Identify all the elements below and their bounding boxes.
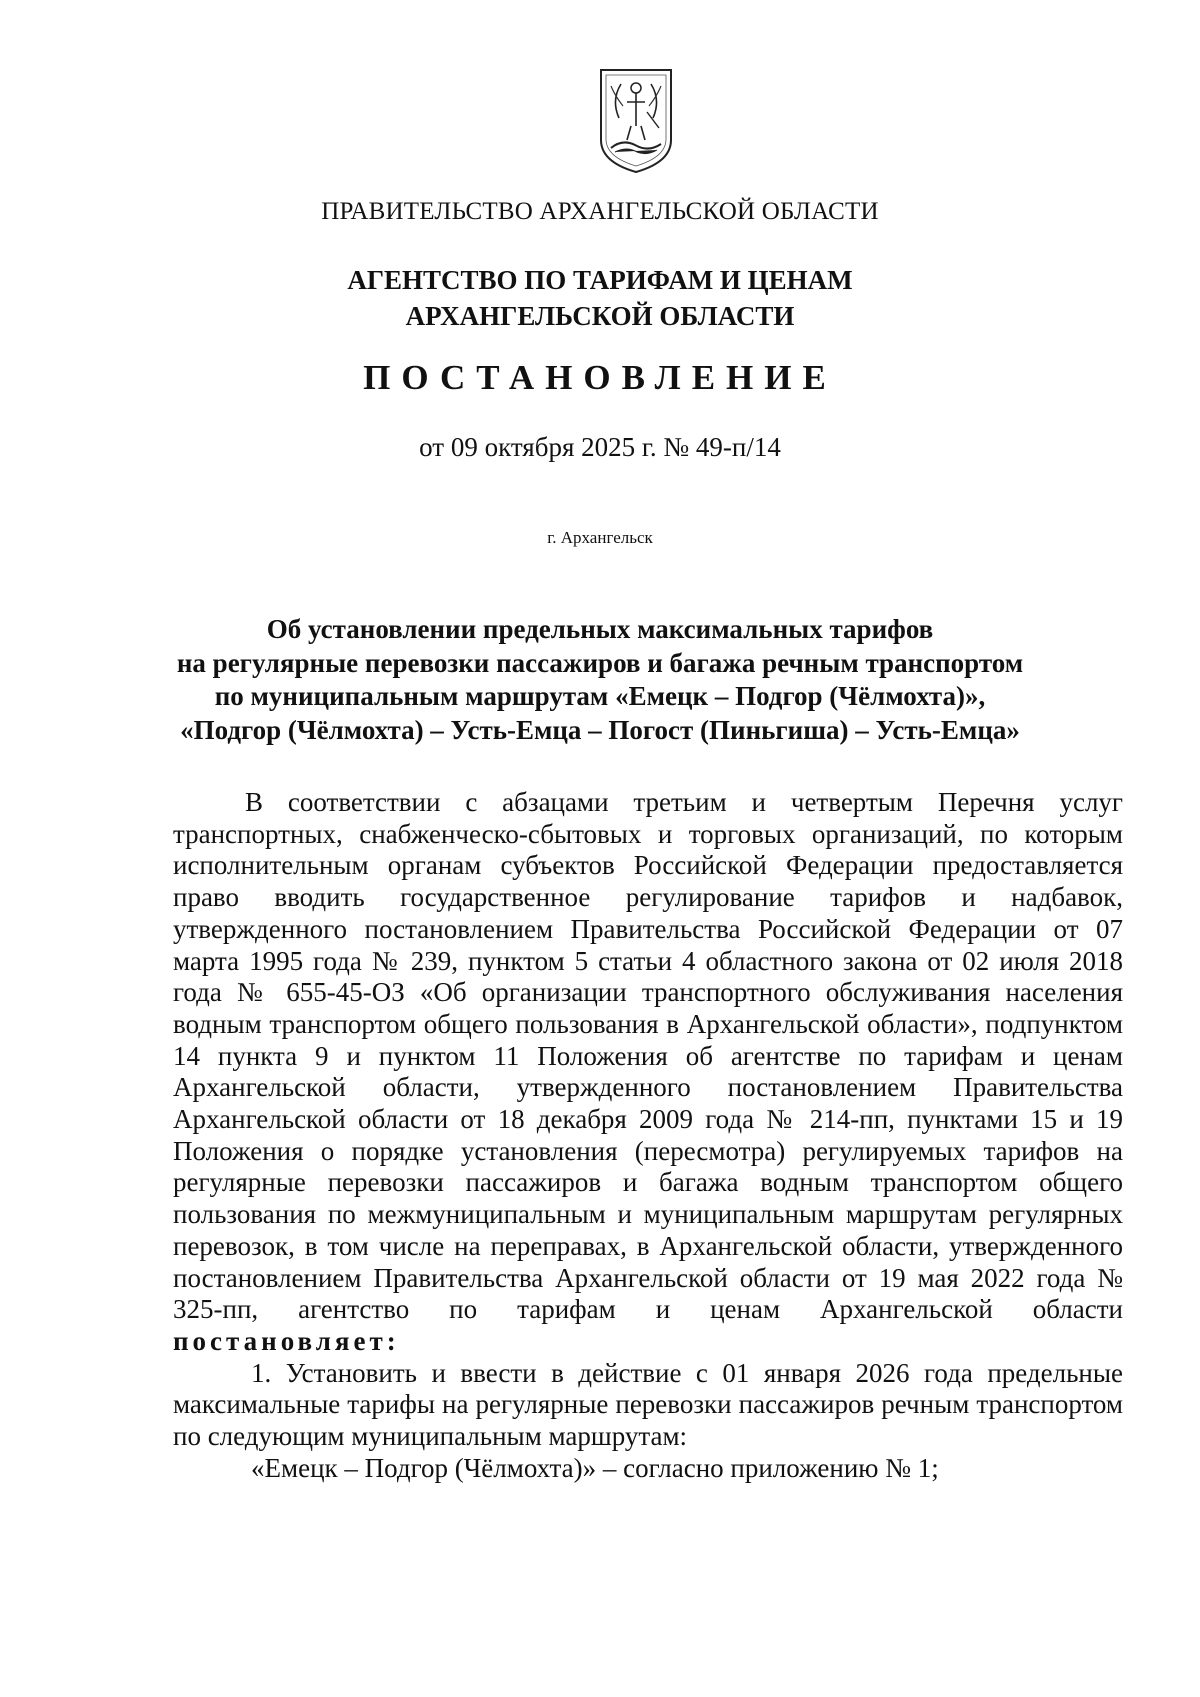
document-body (173, 787, 1123, 1484)
preamble-paragraph (173, 787, 1123, 1358)
title-line1: Об установлении предельных максимальных тарифов (266, 614, 934, 644)
title-line3: по муниципальным маршрутам «Емецк – Подгор (Чёлмохта)», (214, 681, 986, 711)
preamble-text: В соответствии с абзацами третьим и четвертым Перечня услуг транспортных, снабженческо-сбытовых и торговых организаций, по которым исполнительным органам субъектов Российской Федерации предоставляется право вводить государственное регулирование тарифов и надбавок, утвержденного постановлением Правительства Российской Федерации от 07 марта 1995 года № 239, пунктом 5 статьи 4 областного закона от 02 июля 2018 года № 655-45-ОЗ «Об организации транспортного обслуживания населения водным транспортом общего пользования в Архангельской области», подпунктом 14 пункта 9 и пунктом 11 Положения об агентстве по тарифам и ценам Архангельской области, утвержденного постановлением Правительства Архангельской области от 18 декабря 2009 года № 214-пп, пунктами 15 и 19 Положения о порядке установления (пересмотра) регулируемых тарифов на регулярные перевозки пассажиров и багажа водным транспортом общего пользования по межмуниципальным и муниципальным маршрутам регулярных перевозок, в том числе на переправах, в Архангельской области, утвержденного постановлением Правительства Архангельской области от 19 мая 2022 года № 325-пп, агентство по тарифам и ценам Архангельской области (173, 787, 1123, 1325)
decides-word: постановляет: (173, 1325, 400, 1356)
agency-name-line2: АРХАНГЕЛЬСКОЙ ОБЛАСТИ (405, 301, 795, 331)
agency-name (0, 262, 1200, 334)
agency-name-line1: АГЕНТСТВО ПО ТАРИФАМ И ЦЕНАМ (347, 265, 853, 295)
government-name: ПРАВИТЕЛЬСТВО АРХАНГЕЛЬСКОЙ ОБЛАСТИ (321, 198, 879, 225)
title-line4: «Подгор (Чёлмохта) – Усть-Емца – Погост (Пиньгиша) – Усть-Емца» (180, 714, 1020, 745)
city: г. Архангельск (547, 528, 653, 547)
route-1-paragraph: «Емецк – Подгор (Чёлмохта)» – согласно приложению № 1; (251, 1452, 939, 1483)
date-and-number: от 09 октября 2025 г. № 49-п/14 (419, 432, 781, 462)
item-1-paragraph: 1. Установить и ввести в действие с 01 января 2026 года предельные максимальные тарифы на регулярные перевозки пассажиров речным транспортом по следующим муниципальным маршрутам: (173, 1357, 1123, 1452)
document-title (0, 613, 1200, 747)
coat-of-arms-icon (597, 66, 675, 176)
title-line2: на регулярные перевозки пассажиров и багажа речным транспортом (176, 647, 1024, 678)
document-type: ПОСТАНОВЛЕНИЕ (363, 358, 837, 397)
